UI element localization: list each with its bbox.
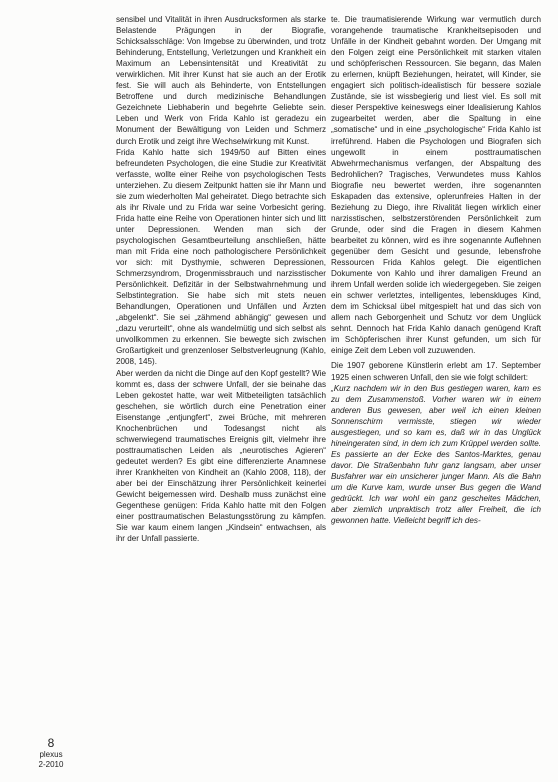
page-footer [26,737,76,770]
body-paragraph: sensibel und Vitalität in ihren Ausdrucksformen als starke Belastende Prägungen in der Biografie, Schicksalsschläge: Von Imgebse zu überwinden, und trotz Behinderung, Entstellung, Verletzungen und Krankheit ein Maximum an Lebensintensität und Kreativität zu verwirklichen. Mit ihrer Kunst hat sie auch an der Erotik fest. Sie will auch als Behinderte, von Entstellungen Betroffene und durch medizinische Behandlungen Gezeichnete Liebhaberin und begehrte Geliebte sein. Leben und Werk von Frida Kahlo ist geradezu ein Monument der Bewältigung von Leiden und Schmerz durch Erotik und zeigt ihre Wechselwirkung mit Kunst. [116,15,326,146]
journal-issue: 2-2010 [38,760,64,769]
body-paragraph: Aber werden da nicht die Dinge auf den Kopf gestellt? Wie kommt es, dass der schwere Unfall, der sie beinahe das Leben gekostet hatte, war weit Mitbeteiligten tatsächlich geschehen, sie wörtlich durch eine Penetration einer Eisenstange „entjungfert“, zwei Brüche, mit mehreren Knochenbrüchen und Todesangst nicht als schwerwiegend traumatisches Ereignis gilt, vielmehr ihre posttraumatischen Leiden als „neurotisches Agieren“ gedeutet werden? Es gibt eine differenzierte Anamnese ihrer Krankheiten von Kindheit an (Kahlo 2008, 118), der aber bei der Einschätzung ihrer Persönlichkeit keinerlei Gewicht beigemessen wird. Deshalb muss zunächst eine Gegenthese genügen: Frida Kahlo hatte mit den Folgen einer posttraumatischen Belastungsstörung zu kämpfen. Sie war kaum einem langen „Kindsein“ entwachsen, als ihr der Unfall passierte. [116,368,326,544]
body-paragraph: Frida Kahlo hatte sich 1949/50 auf Bitten eines befreundeten Psychologen, die eine Studie zur Kreativität verfasste, wollte einer Reihe von psychologischen Tests unterziehen. Zu diesem Zeitpunkt hatten sie ihr Mann und sie zum wiederholten Mal geheiratet. Diego betrachte sich als ihr Rivale und zu Frida war seine Vorbesicht gering. Frida hatte eine Reihe von Operationen hinter sich und litt unter Depressionen. Wenden man sich der psychologischen Gesamtbeurteilung anschließen, hätte man mit Frida eine noch pathologischere Persönlichkeit vor sich: mit Dysthymie, schweren Depressionen, Schmerzsyndrom, Drogenmissbrauch und narzisstischer Persönlichkeit. Defizitär in der Selbstwahrnehmung und Selbstintegration. Sie habe sich mit stets neuen Behandlungen, Operationen und Unfällen und Ärzten „abgelenkt“. Sie sei „zähmend abhängig“ gewesen und „dazu verurteilt“, ohne als wandelmütig und sich selbst als unvollkommen zu erkennen. Sie bewegte sich zwischen Großartigkeit und grenzenloser Selbstverleugnung (Kahlo, 2008, 145). [116,147,326,367]
body-paragraph: Die 1907 geborene Künstlerin erlebt am 17. September 1925 einen schweren Unfall, den sie wie folgt schildert: [331,361,541,382]
journal-name: plexus [39,750,63,759]
page-number: 8 [47,736,55,750]
right-text-column [331,14,541,526]
body-paragraph: te. Die traumatisierende Wirkung war vermutlich durch vorangehende traumatische Krankheitsepisoden und Unfälle in der Kindheit gebahnt worden. Der Umgang mit den Folgen zeigt eine Persönlichkeit mit starken vitalen und schöpferischen Ressourcen. Sie begann, das Malen zu erlernen, knüpft Beziehungen, heiratet, will Kinder, sie engagiert sich politisch-idealistisch für bessere soziale Zustände, sie ist wissbegierig und liest viel. Es soll mit dieser Perspektive keineswegs einer Idealisierung Kahlos zugearbeitet werden, aber die Spaltung in eine „somatische“ und in eine „psychologische“ Frida Kahlo ist irreführend. Haben die Psychologen und Biografen sich ungewollt in einem posttraumatischen Abwehrmechanismus verfangen, der Abspaltung des Bedrohlichen? Tragisches, Verwundetes muss Kahlos Biografie neu bewertet werden, ihre sogenannten Eskapaden das extensive, oplerunfreies Halten in der Beziehung zu Diego, ihre Rivalität liegen wirklich einer narzisstischen, selbstzerstörenden Persönlichkeit zum Grunde, oder sind die Fragen in diesem Kahmen bearbeitet zu können, wird es ihre sogenannte Auflehnen gegenüber dem Gesicht und gesunde, lebensfrohe Ressourcen Frida Kahlos gelegt. Die eigentlichen Dokumente von Kahlo und ihrer damaligen Freund an ihrem Unfall werden solide ich wiedergegeben. Sie zeigen ein schwer verletztes, intelligentes, lebenskluges Kind, dem im Schicksal übel mitgespielt hat und das sich von allem nach Geborgenheit und Schutz vor dem Unglück sehnt. Dennoch hat Frida Kahlo danach genügend Kraft im Schöpferischen ihrer Kunst gefunden, um sich für einige Zeit dem Leben voll zuzuwenden. [331,15,541,356]
quoted-passage: „Kurz nachdem wir in den Bus gestiegen waren, kam es zu dem Zusammenstoß. Vorher waren wir in einem anderen Bus gewesen, aber weil ich einen kleinen Sonnenschirm vermisste, stiegen wir wieder ausgestiegen, und so kam es, daß wir in das Unglück hineingeraten sind, in dem ich zum Krüppel werden sollte. Es passierte an der Ecke des Santos-Marktes, genau davor. Die Straßenbahn fuhr ganz langsam, aber unser Busfahrer war ein unsicherer junger Mann. Als die Bahn um die Kurve kam, wurde unser Bus gegen die Wand gedrückt. Ich war wohl ein ganz gescheites Mädchen, aber ziemlich unpraktisch trotz aller Freiheit, die ich gewonnen hatte. Vielleicht begriff ich des- [331,383,541,526]
left-text-column [116,14,326,544]
